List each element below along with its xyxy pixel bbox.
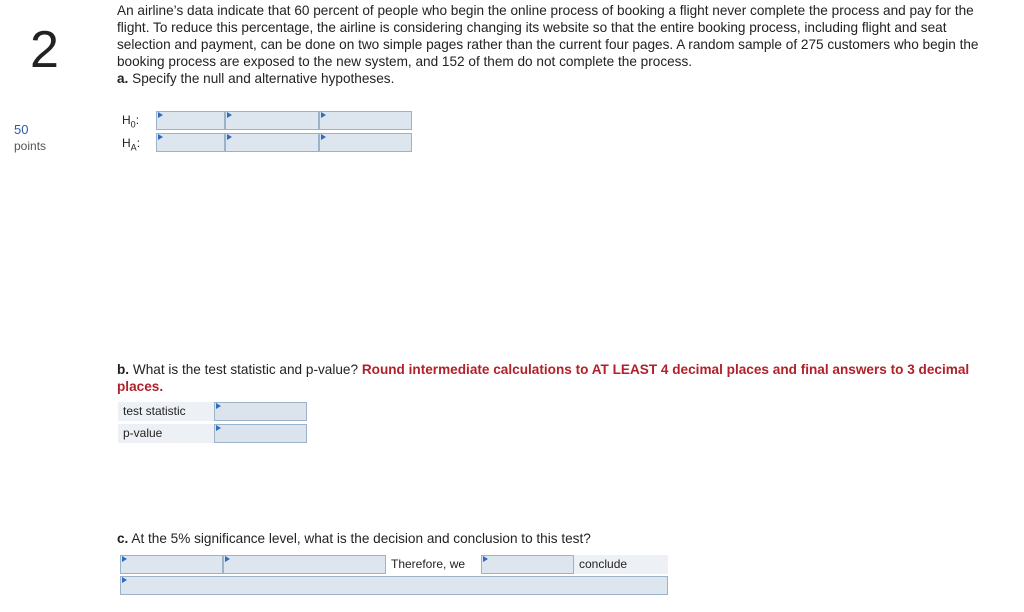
h0-operator-dropdown[interactable] <box>225 111 319 130</box>
part-a-prompt <box>117 70 997 87</box>
decision-hypothesis-dropdown[interactable] <box>223 555 386 574</box>
h0-label: $H_0$: <box>122 113 140 130</box>
test-statistic-input[interactable] <box>214 402 307 421</box>
part-c-label: c. <box>117 531 129 546</box>
ha-value-dropdown[interactable] <box>319 133 412 152</box>
conclusion-statement-dropdown[interactable] <box>120 576 668 595</box>
part-b-instruction: Round intermediate calculations to AT LEAST 4 decimal places and final answers to 3 decimal places. <box>117 362 970 394</box>
part-b-label: b. <box>117 362 130 377</box>
part-c-prompt <box>117 530 977 547</box>
part-a-text: Specify the null and alternative hypotheses. <box>132 71 395 86</box>
question-number: 2 <box>30 21 59 79</box>
test-statistic-label: test statistic <box>118 402 214 421</box>
h0-value-dropdown[interactable] <box>319 111 412 130</box>
part-c-text: At the 5% significance level, what is the decision and conclusion to this test? <box>131 531 591 546</box>
decision-dropdown[interactable] <box>120 555 223 574</box>
part-b-prompt <box>117 361 977 395</box>
points-value: 50 <box>14 122 29 137</box>
question-content <box>117 2 997 87</box>
p-value-input[interactable] <box>214 424 307 443</box>
ha-label: $H_A$: <box>122 136 141 153</box>
question-prompt: An airline’s data indicate that 60 percent of people who begin the online process of booking a flight never complete the process and pay for the flight. To reduce this percentage, the airline is considering changing its website so that the entire booking process, including flight and seat selection and payment, can be done on two simple pages rather than the current four pages. A random sample of 275 customers who begin the booking process are exposed to the new system, and 152 of them do not complete the process. <box>117 3 979 69</box>
p-value-label: p-value <box>118 424 214 443</box>
h0-parameter-dropdown[interactable] <box>156 111 225 130</box>
ha-operator-dropdown[interactable] <box>225 133 319 152</box>
part-a-label: a. <box>117 71 129 86</box>
ha-parameter-dropdown[interactable] <box>156 133 225 152</box>
part-b-text: What is the test statistic and p-value? <box>132 362 359 377</box>
points-label: points <box>14 139 47 153</box>
therefore-label: Therefore, we <box>386 555 481 574</box>
conclude-label: conclude <box>574 555 668 574</box>
conclusion-dropdown[interactable] <box>481 555 574 574</box>
